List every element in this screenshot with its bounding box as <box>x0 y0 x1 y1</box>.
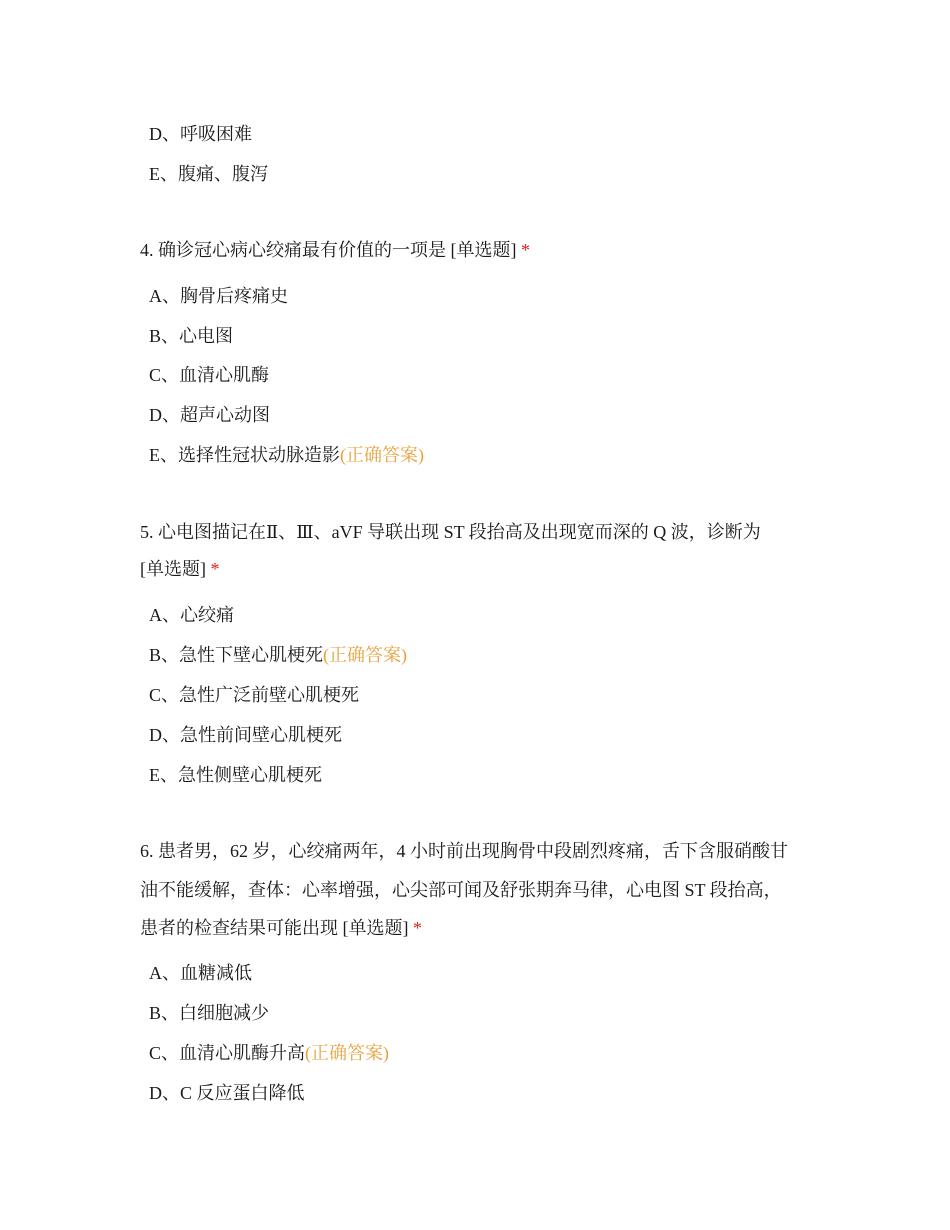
q6-required-mark: * <box>413 918 422 938</box>
q6-title-line-3 <box>140 916 422 940</box>
q4-option-b <box>149 324 233 348</box>
correct-answer-mark: (正确答案) <box>323 645 408 665</box>
q4-required-mark: * <box>521 240 530 260</box>
q4-title-text: 4. 确诊冠心病心绞痛最有价值的一项是 [单选题] <box>140 240 517 260</box>
option-text: A、胸骨后疼痛史 <box>149 286 288 306</box>
q5-option-b <box>149 643 407 667</box>
q5-title-line-2 <box>140 557 220 581</box>
option-text: E、选择性冠状动脉造影 <box>149 445 340 465</box>
q4-option-d <box>149 403 270 427</box>
q6-title-line-1: 6. 患者男，62 岁，心绞痛两年，4 小时前出现胸骨中段剧烈疼痛，舌下含服硝酸甘 <box>140 841 788 861</box>
option-text: E、急性侧壁心肌梗死 <box>149 765 322 785</box>
correct-answer-mark: (正确答案) <box>305 1043 390 1063</box>
option-text: D、C 反应蛋白降低 <box>149 1083 305 1103</box>
q4-option-a <box>149 284 288 308</box>
q6-title-text: 患者的检查结果可能出现 [单选题] <box>140 918 409 938</box>
q5-required-mark: * <box>210 559 220 579</box>
q4-option-e <box>149 443 424 467</box>
option-text: B、白细胞减少 <box>149 1003 270 1023</box>
option-text: D、超声心动图 <box>149 405 270 425</box>
q4-title <box>140 238 530 262</box>
q5-title-line-1: 5. 心电图描记在Ⅱ、Ⅲ、aVF 导联出现 ST 段抬高及出现宽而深的 Q 波，诊断为 <box>140 522 761 542</box>
q4-option-c <box>149 363 269 387</box>
option-text: D、急性前间壁心肌梗死 <box>149 725 342 745</box>
q5-title-text: [单选题] <box>140 559 206 579</box>
option-text: C、急性广泛前壁心肌梗死 <box>149 685 360 705</box>
q3-option-d: D、呼吸困难 <box>149 124 252 144</box>
q6-option-b <box>149 1001 269 1025</box>
q5-option-d <box>149 723 342 747</box>
q6-option-c <box>149 1041 389 1065</box>
q5-option-c <box>149 683 359 707</box>
option-text: C、血清心肌酶 <box>149 365 270 385</box>
q3-option-e: E、腹痛、腹泻 <box>149 164 268 184</box>
q6-option-d <box>149 1081 305 1105</box>
q6-title-line-2: 油不能缓解，查体：心率增强，心尖部可闻及舒张期奔马律，心电图 ST 段抬高， <box>140 880 782 900</box>
correct-answer-mark: (正确答案) <box>340 445 424 465</box>
option-text: A、心绞痛 <box>149 605 234 625</box>
q6-option-a <box>149 961 252 985</box>
q5-option-a <box>149 603 234 627</box>
q5-option-e <box>149 763 322 787</box>
option-text: C、血清心肌酶升高 <box>149 1043 306 1063</box>
option-text: A、血糖减低 <box>149 963 252 983</box>
option-text: B、心电图 <box>149 326 234 346</box>
option-text: B、急性下壁心肌梗死 <box>149 645 324 665</box>
